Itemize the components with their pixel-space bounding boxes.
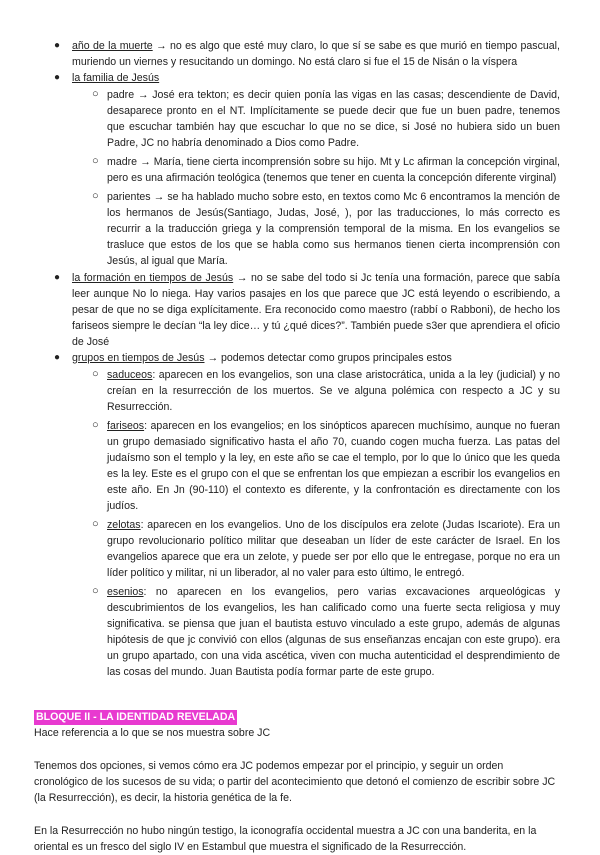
circle-bullet-icon: ○	[92, 190, 99, 202]
sub-item	[72, 517, 560, 581]
bullet-item	[34, 350, 560, 680]
sub-item-title: saduceos	[107, 369, 153, 381]
bullet-dot-icon: ●	[54, 352, 61, 363]
sub-item-title: fariseos	[107, 420, 145, 432]
sub-item	[72, 189, 560, 269]
section-subtitle: Hace referencia a lo que se nos muestra sobre JC	[34, 727, 271, 739]
sub-item	[72, 87, 560, 151]
circle-bullet-icon: ○	[92, 368, 99, 380]
sub-item-text: : aparecen en los evangelios; en los sinópticos aparecen muchísimo, aunque no fueran un grupo demasiado significativo hasta el año 70, cuando cogen mucha fuerza. Las patas del judaísmo son el templo y la ley, en este año se cae el templo, por lo que lo único que les queda es la ley. Este es el grupo con el que se enfrentan los que empiezan a escribir los evangelios en este año. En Jn (90-110) el contexto es diferente, y la confrontación es directamente con los judíos.	[107, 420, 560, 512]
circle-bullet-icon: ○	[92, 518, 99, 530]
section-heading: BLOQUE II - LA IDENTIDAD REVELADA	[36, 711, 236, 723]
circle-bullet-icon: ○	[92, 419, 99, 431]
sub-item	[72, 584, 560, 680]
sub-item-text: : aparecen en los evangelios. Uno de los discípulos era zelote (Judas Iscariote). Era un grupo revolucionario político militar que deseaban un líder de este carácter de Israel. En los evangelios aparece que era un zelote, y puede ser por ello que le entregase, porque no era un líder político y militar, ni un liberador, al no valer para esto último, le entregó.	[107, 519, 560, 579]
paragraph: En la Resurrección no hubo ningún testigo, la iconografía occidental muestra a JC con una banderita, en la oriental es un fresco del siglo IV en Estambul que muestra el significado de la Resurrección.	[34, 825, 537, 853]
bullet-title: año de la muerte	[72, 40, 153, 52]
bullet-title: la familia de Jesús	[72, 72, 160, 84]
bullet-title: la formación en tiempos de Jesús	[72, 272, 234, 284]
sub-item-title: zelotas	[107, 519, 141, 531]
bullet-text: → podemos detectar como grupos principales estos	[204, 352, 452, 364]
sub-item-text: : aparecen en los evangelios, son una clase aristocrática, unida a la ley (judicial) y no creían en la resurrección de los muertos. Se ve alguna polémica con respecto a JC y su Resurrección.	[107, 369, 560, 413]
circle-bullet-icon: ○	[92, 155, 99, 167]
paragraph: Tenemos dos opciones, si vemos cómo era JC podemos empezar por el principio, y seguir un orden cronológico de los sucesos de su vida; o partir del acontecimiento que detonó el comienzo de escribir sobre JC (la Resurrección), es decir, la historia genética de la fe.	[34, 760, 556, 804]
sub-list	[72, 367, 560, 680]
sub-item-text: padre → José era tekton; es decir quien ponía las vigas en las casas; descendiente de David, desaparece pronto en el NT. Implícitamente se puede decir que fue un buen padre, tenemos que escuchar también hay que escuchar lo que no se dice, si José no hubiera sido un buen Padre, JC no habría denominado a Dios como Padre.	[107, 89, 560, 149]
sub-item-text: parientes → se ha hablado mucho sobre esto, en textos como Mc 6 encontramos la mención de los hermanos de Jesús(Santiago, Judas, José, ), por las traducciones, lo más correcto es recurrir a la traducción griega y la comprensión temporal de la misma. En los evangelios se trasluce que estos de los que se habla como sus hermanos tienen cierta incomprensión con Jesús, al igual que María.	[107, 191, 560, 267]
bullet-item	[34, 270, 560, 350]
sub-item-text: madre → María, tiene cierta incomprensión sobre su hijo. Mt y Lc afirman la concepción virginal, pero es una afirmación teológica (tenemos que tener en cuenta la concepción diferente virginal)	[107, 156, 560, 184]
bullet-dot-icon: ●	[54, 272, 61, 283]
sub-list	[72, 87, 560, 269]
bullet-dot-icon: ●	[54, 40, 61, 51]
bullet-text: → no es algo que esté muy claro, lo que sí se sabe es que murió en tiempo pascual, muriendo un viernes y resucitando un domingo. No está claro si fue el 15 de Nisán o la víspera	[72, 40, 560, 68]
sub-item-text: : no aparecen en los evangelios, pero varias excavaciones arqueológicas y descubrimientos de los evangelios, les han calificado como una fuerte secta religiosa y muy significativa. se piensa que juan el bautista estuvo vinculado a este grupo, además de algunas hipótesis de que jc convivió con ellos (algunas de sus enseñanzas encajan con este grupo). era un grupo apartado, con una vida ascética, viven con mucha autenticidad el desprendimiento de las cosas del mundo. Juan Bautista podía formar parte de este grupo.	[107, 586, 560, 678]
circle-bullet-icon: ○	[92, 585, 99, 597]
bullet-dot-icon: ●	[54, 72, 61, 83]
sub-item	[72, 154, 560, 186]
bullet-title: grupos en tiempos de Jesús	[72, 352, 205, 364]
sub-item-title: esenios	[107, 586, 144, 598]
circle-bullet-icon: ○	[92, 88, 99, 100]
bullet-item	[34, 38, 560, 70]
bullet-text: → no se sabe del todo si Jc tenía una formación, parece que sabía leer aunque No lo niega. Hay varios pasajes en los que parece que JC está leyendo o escribiendo, a pesar de que no se diga explícitamente. Era reconocido como maestro (rabbí o Rabboni), de hecho los fariseos siempre le decían “la ley dice… y tú ¿qué dices?”. También puede s3er que aprendiera el oficio de José	[72, 272, 560, 348]
bullet-list	[34, 38, 560, 680]
bullet-item	[34, 70, 560, 269]
sub-item	[72, 418, 560, 514]
sub-item	[72, 367, 560, 415]
